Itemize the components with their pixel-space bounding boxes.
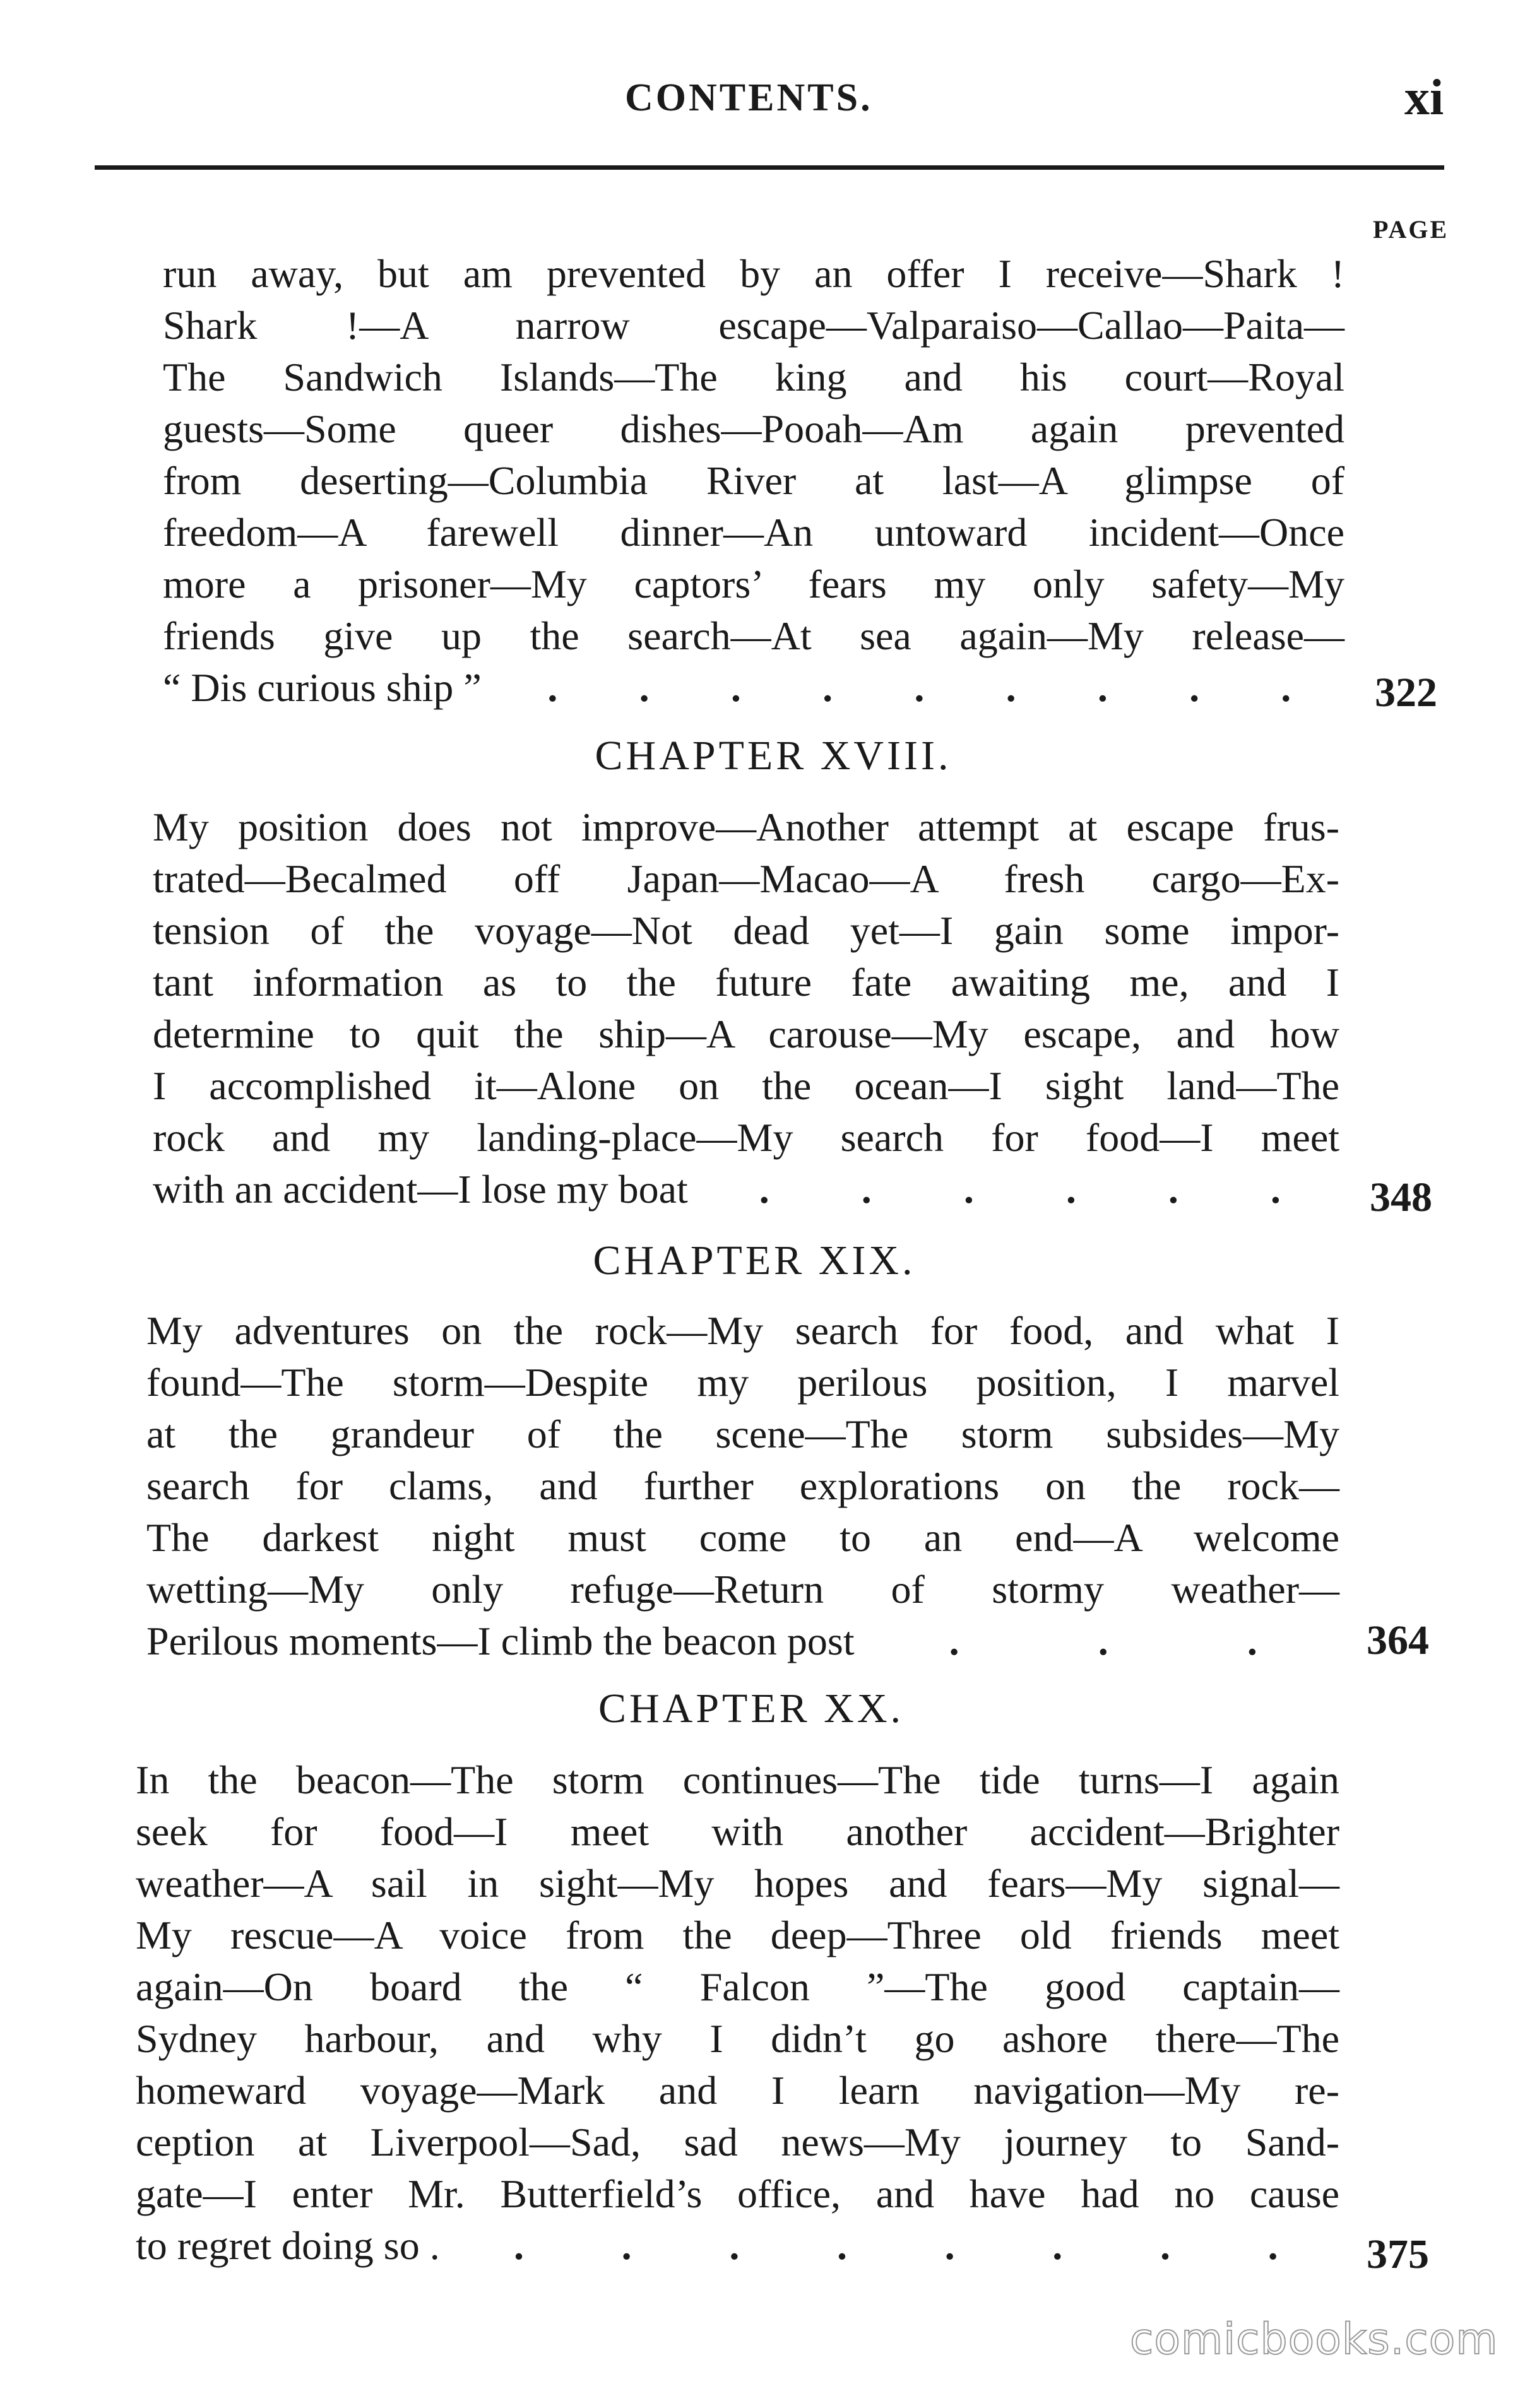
toc-entry-chapter-19 [146,1305,1339,1667]
page-column-label: PAGE [1373,215,1449,244]
entry-line: ception at Liverpool—Sad, sad news—My journey to Sand- [136,2120,1339,2164]
entry-line: seek for food—I meet with another accident—Brighter [136,1809,1339,1854]
entry-line: weather—A sail in sight—My hopes and fears—My signal— [136,1861,1339,1906]
dot-leader: . . . . . . [759,1167,1281,1212]
entry-line: at the grandeur of the scene—The storm subsides—My [146,1412,1339,1456]
running-title: CONTENTS. [625,76,873,119]
header-rule [95,165,1444,170]
entry-last-line [136,2220,1339,2272]
entry-last-line [146,1615,1339,1667]
toc-entry-chapter-20 [136,1754,1339,2272]
running-header [0,69,1525,126]
page-number: 348 [1370,1174,1432,1220]
toc-entry-chapter-18 [153,801,1339,1215]
entry-line: gate—I enter Mr. Butterfield’s office, and have had no cause [136,2171,1339,2216]
chapter-heading: CHAPTER XIX. [593,1237,916,1284]
entry-line: My rescue—A voice from the deep—Three old friends meet [136,1913,1339,1957]
toc-entry-continued [163,248,1344,714]
dot-leader: . . . . . . . . [514,2223,1278,2268]
entry-line: homeward voyage—Mark and I learn navigation—My re- [136,2068,1339,2113]
entry-line: run away, but am prevented by an offer I receive—Shark ! [163,251,1344,296]
chapter-heading: CHAPTER XX. [598,1685,905,1732]
entry-line: more a prisoner—My captors’ fears my only safety—My [163,562,1344,606]
dot-leader: . . . . . . . . . [547,665,1291,710]
entry-line: freedom—A farewell dinner—An untoward incident—Once [163,510,1344,555]
entry-line: Shark !—A narrow escape—Valparaiso—Callao—Paita— [163,303,1344,348]
entry-line: The Sandwich Islands—The king and his court—Royal [163,355,1344,399]
entry-last-line [163,662,1344,714]
entry-line: from deserting—Columbia River at last—A glimpse of [163,458,1344,503]
dot-leader: . . . [949,1619,1257,1663]
entry-last-line [153,1164,1339,1215]
entry-line: determine to quit the ship—A carouse—My escape, and how [153,1012,1339,1056]
entry-line: guests—Some queer dishes—Pooah—Am again prevented [163,406,1344,451]
chapter-heading: CHAPTER XVIII. [595,733,952,779]
entry-line: Sydney harbour, and why I didn’t go ashore there—The [136,2016,1339,2061]
entry-line: found—The storm—Despite my perilous position, I marvel [146,1360,1339,1405]
entry-line: with an accident—I lose my boat [153,1167,688,1212]
entry-line: wetting—My only refuge—Return of stormy weather— [146,1567,1339,1612]
entry-line: tant information as to the future fate awaiting me, and I [153,960,1339,1005]
entry-line: My position does not improve—Another attempt at escape frus- [153,805,1339,849]
entry-line: rock and my landing-place—My search for food—I meet [153,1115,1339,1160]
entry-line: trated—Becalmed off Japan—Macao—A fresh cargo—Ex- [153,856,1339,901]
entry-line: My adventures on the rock—My search for food, and what I [146,1308,1339,1353]
entry-line: tension of the voyage—Not dead yet—I gain some impor- [153,908,1339,953]
watermark: comicbooks.com [1130,2315,1498,2364]
page-number: 375 [1367,2231,1429,2277]
page-number: 364 [1367,1617,1429,1663]
page-number: 322 [1375,670,1437,716]
page-folio: xi [1404,70,1444,126]
entry-line: friends give up the search—At sea again—My release— [163,613,1344,658]
entry-line: search for clams, and further explorations on the rock— [146,1463,1339,1508]
entry-line: “ Dis curious ship ” [163,665,482,710]
entry-line: The darkest night must come to an end—A welcome [146,1515,1339,1560]
entry-line: to regret doing so . [136,2223,440,2268]
entry-line: I accomplished it—Alone on the ocean—I sight land—The [153,1063,1339,1108]
entry-line: In the beacon—The storm continues—The tide turns—I again [136,1757,1339,1802]
entry-line: Perilous moments—I climb the beacon post [146,1619,855,1663]
entry-line: again—On board the “ Falcon ”—The good captain— [136,1964,1339,2009]
